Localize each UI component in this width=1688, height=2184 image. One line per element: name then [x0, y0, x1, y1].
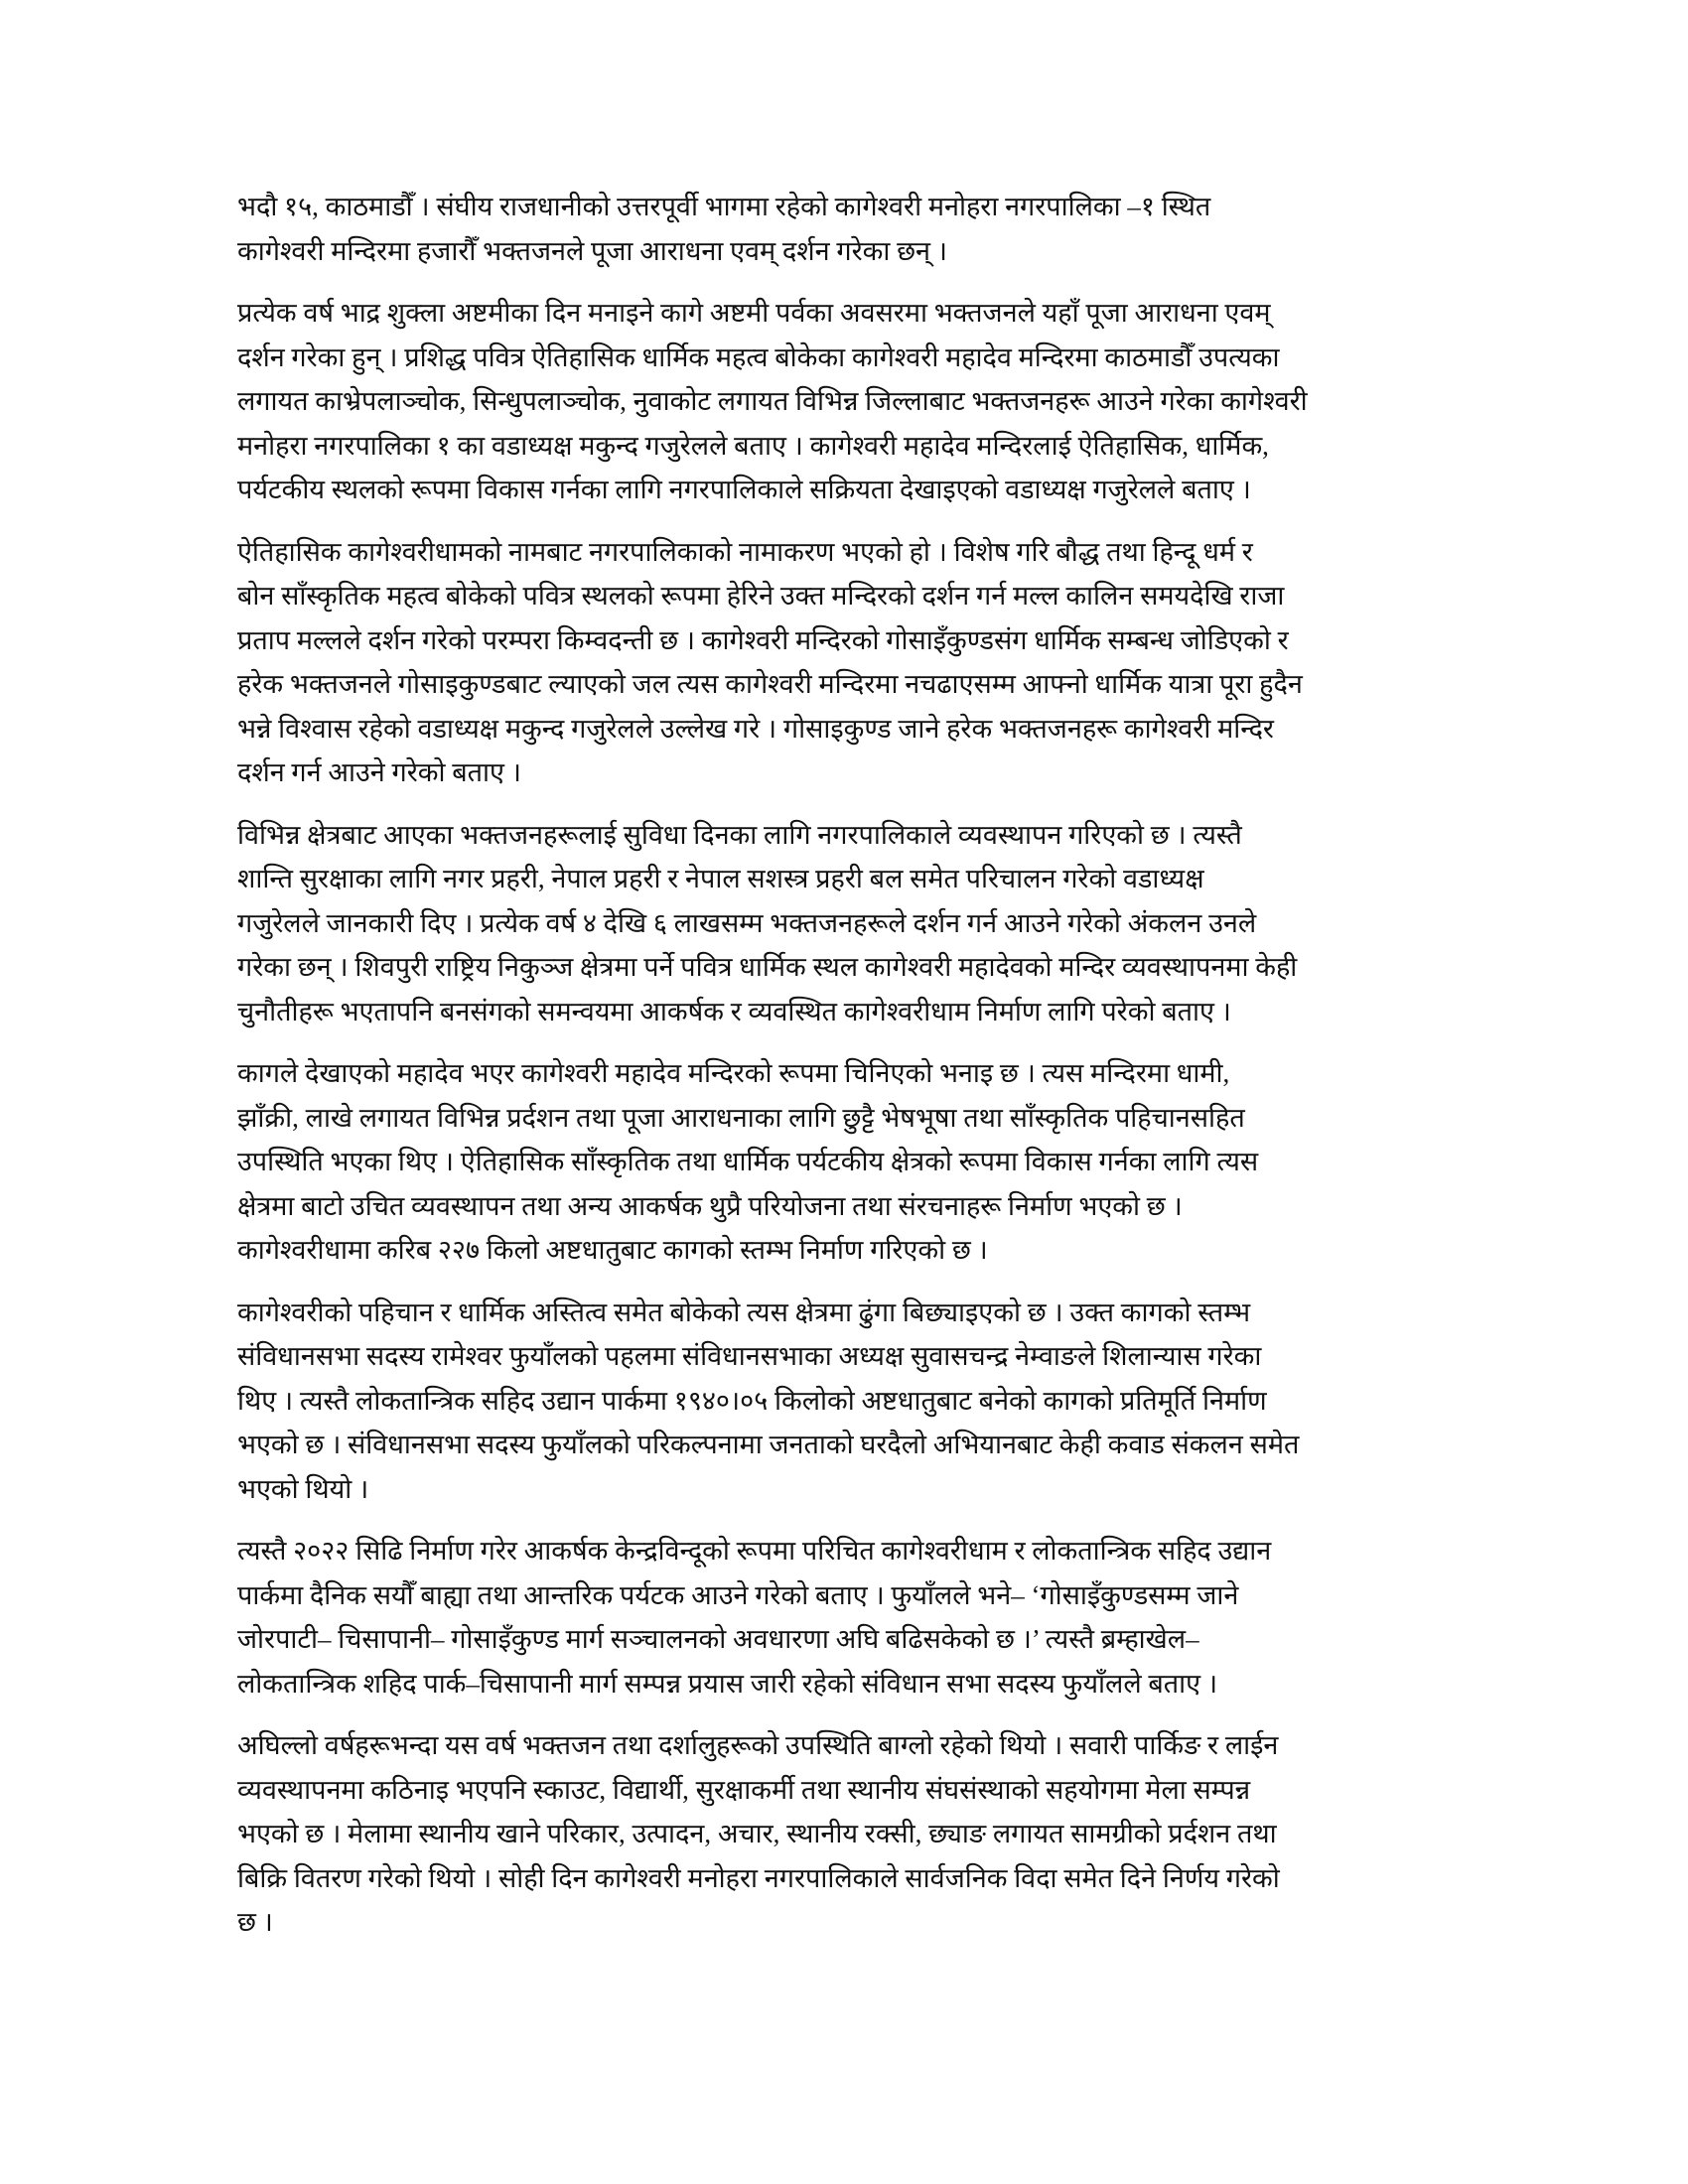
text-line: हरेक भक्तजनले गोसाइकुण्डबाट ल्याएको जल त्यस कागेश्वरी मन्दिरमा नचढाएसम्म आफ्नो धार्मिक यात्रा पूरा हुदैन [237, 669, 1303, 699]
paragraph [237, 1529, 1429, 1706]
paragraph [237, 813, 1429, 1034]
text-line: दर्शन गरेका हुन् । प्रशिद्ध पवित्र ऐतिहासिक धार्मिक महत्व बोकेका कागेश्वरी महादेव मन्दिरमा काठमाडौँ उपत्यका [237, 341, 1280, 372]
text-line: पार्कमा दैनिक सयौँ बाह्या तथा आन्तरिक पर्यटक आउने गरेको बताए । फुयाँलले भने– ‘गोसाइँकुण्डसम्म जाने [237, 1579, 1239, 1610]
text-line: गजुरेलले जानकारी दिए । प्रत्येक वर्ष ४ देखि ६ लाखसम्म भक्तजनहरूले दर्शन गर्न आउने गरेको अंकलन उनले [237, 907, 1257, 938]
paragraph [237, 185, 1429, 273]
text-line: लगायत काभ्रेपलाञ्चोक, सिन्धुपलाञ्चोक, नुवाकोट लगायत विभिन्न जिल्लाबाट भक्तजनहरू आउने गरेका कागेश्वरी [237, 386, 1308, 416]
text-line: दर्शन गर्न आउने गरेको बताए । [237, 757, 521, 787]
paragraph [237, 1291, 1429, 1512]
text-line: भएको थियो । [237, 1473, 369, 1504]
text-line: व्यवस्थापनमा कठिनाइ भएपनि स्काउट, विद्यार्थी, सुरक्षाकर्मी तथा स्थानीय संघसंस्थाको सहयोगमा मेला सम्पन्न [237, 1774, 1251, 1805]
text-line: चुनौतीहरू भएतापनि बनसंगको समन्वयमा आकर्षक र व्यवस्थित कागेश्वरीधाम निर्माण लागि परेको बताए । [237, 996, 1231, 1026]
document-body [237, 185, 1429, 1963]
text-line: कागले देखाएको महादेव भएर कागेश्वरी महादेव मन्दिरको रूपमा चिनिएको भनाइ छ । त्यस मन्दिरमा धामी, [237, 1058, 1230, 1088]
paragraph [237, 1723, 1429, 1945]
text-line: जोरपाटी– चिसापानी– गोसाइँकुण्ड मार्ग सञ्चालनको अवधारणा अघि बढिसकेको छ ।’ त्यस्तै ब्रम्हाखेल– [237, 1624, 1199, 1654]
text-line: क्षेत्रमा बाटो उचित व्यवस्थापन तथा अन्य आकर्षक थुप्रै परियोजना तथा संरचनाहरू निर्माण भएको छ । [237, 1190, 1183, 1221]
text-line: अघिल्लो वर्षहरूभन्दा यस वर्ष भक्तजन तथा दर्शालुहरूको उपस्थिति बाग्लो रहेको थियो । सवारी पार्किङ र लाईन [237, 1730, 1279, 1760]
text-line: पर्यटकीय स्थलको रूपमा विकास गर्नका लागि नगरपालिकाले सक्रियता देखाइएको वडाध्यक्ष गजुरेलले बताए । [237, 475, 1251, 504]
text-line: भएको छ । मेलामा स्थानीय खाने परिकार, उत्पादन, अचार, स्थानीय रक्सी, छ्याङ लगायत सामग्रीको प्रर्दशन तथा [237, 1819, 1277, 1848]
paragraph [237, 291, 1429, 512]
text-line: भन्ने विश्वास रहेको वडाध्यक्ष मकुन्द गजुरेलले उल्लेख गरे । गोसाइकुण्ड जाने हरेक भक्तजनहरू कागेश्वरी मन्दिर [237, 713, 1274, 744]
text-line: संविधानसभा सदस्य रामेश्वर फुयाँलको पहलमा संविधानसभाका अध्यक्ष सुवासचन्द्र नेम्वाङले शिलान्यास गरेका [237, 1341, 1262, 1371]
text-line: मनोहरा नगरपालिका १ का वडाध्यक्ष मकुन्द गजुरेलले बताए । कागेश्वरी महादेव मन्दिरलाई ऐतिहासिक, धार्मिक, [237, 430, 1269, 461]
text-line: शान्ति सुरक्षाका लागि नगर प्रहरी, नेपाल प्रहरी र नेपाल सशस्त्र प्रहरी बल समेत परिचालन गरेको वडाध्यक्ष [237, 864, 1204, 893]
text-line: प्रत्येक वर्ष भाद्र शुक्ला अष्टमीका दिन मनाइने कागे अष्टमी पर्वका अवसरमा भक्तजनले यहाँ पूजा आराधना एवम् [237, 298, 1271, 328]
text-line: त्यस्तै २०२२ सिढि निर्माण गरेर आकर्षक केन्द्रविन्दूको रूपमा परिचित कागेश्वरीधाम र लोकतान्त्रिक सहिद उद्यान [237, 1536, 1272, 1566]
text-line: विभिन्न क्षेत्रबाट आएका भक्तजनहरूलाई सुविधा दिनका लागि नगरपालिकाले व्यवस्थापन गरिएको छ । त्यस्तै [237, 819, 1242, 850]
text-line: बोन साँस्कृतिक महत्व बोकेको पवित्र स्थलको रूपमा हेरिने उक्त मन्दिरको दर्शन गर्न मल्ल कालिन समयदेखि राजा [237, 581, 1285, 611]
text-line: कागेश्वरीधामा करिब २२७ किलो अष्टधातुबाट कागको स्तम्भ निर्माण गरिएको छ । [237, 1235, 988, 1265]
text-line: कागेश्वरी मन्दिरमा हजारौँ भक्तजनले पूजा आराधना एवम् दर्शन गरेका छन् । [237, 235, 947, 266]
text-line: छ । [237, 1907, 273, 1937]
text-line: उपस्थिति भएका थिए । ऐतिहासिक साँस्कृतिक तथा धार्मिक पर्यटकीय क्षेत्रको रूपमा विकास गर्नका लागि त्यस [237, 1147, 1259, 1176]
text-line: भएको छ । संविधानसभा सदस्य फुयाँलको परिकल्पनामा जनताको घरदैलो अभियानबाट केही कवाड संकलन समेत [237, 1430, 1300, 1459]
text-line: झाँक्री, लाखे लगायत विभिन्न प्रर्दशन तथा पूजा आराधनाका लागि छुट्टै भेषभूषा तथा साँस्कृतिक पहिचानसहित [237, 1102, 1245, 1133]
paragraph [237, 1051, 1429, 1273]
text-line: प्रताप मल्लले दर्शन गरेको परम्परा किम्वदन्ती छ । कागेश्वरी मन्दिरको गोसाइँकुण्डसंग धार्मिक सम्बन्ध जोडिएको र [237, 624, 1289, 655]
text-line: कागेश्वरीको पहिचान र धार्मिक अस्तित्व समेत बोकेको त्यस क्षेत्रमा ढुंगा बिछ्याइएको छ । उक्त कागको स्तम्भ [237, 1297, 1251, 1327]
text-line: बिक्रि वितरण गरेको थियो । सोही दिन कागेश्वरी मनोहरा नगरपालिकाले सार्वजनिक विदा समेत दिने निर्णय गरेको [237, 1862, 1280, 1893]
text-line: ऐतिहासिक कागेश्वरीधामको नामबाट नगरपालिकाको नामाकरण भएको हो । विशेष गरि बौद्ध तथा हिन्दू धर्म र [237, 536, 1253, 567]
text-line: लोकतान्त्रिक शहिद पार्क–चिसापानी मार्ग सम्पन्न प्रयास जारी रहेको संविधान सभा सदस्य फुयाँलले बताए । [237, 1668, 1218, 1699]
paragraph [237, 530, 1429, 795]
text-line: गरेका छन् । शिवपुरी राष्ट्रिय निकुञ्ज क्षेत्रमा पर्ने पवित्र धार्मिक स्थल कागेश्वरी महादेवको मन्दिर व्यवस्थापनमा केही [237, 952, 1298, 982]
text-line: भदौ १५, काठमाडौँ । संघीय राजधानीको उत्तरपूर्वी भागमा रहेको कागेश्वरी मनोहरा नगरपालिका –१ स्थित [237, 192, 1211, 221]
text-line: थिए । त्यस्तै लोकतान्त्रिक सहिद उद्यान पार्कमा १९४०।०५ किलोको अष्टधातुबाट बनेको कागको प्रतिमूर्ति निर्माण [237, 1385, 1267, 1416]
